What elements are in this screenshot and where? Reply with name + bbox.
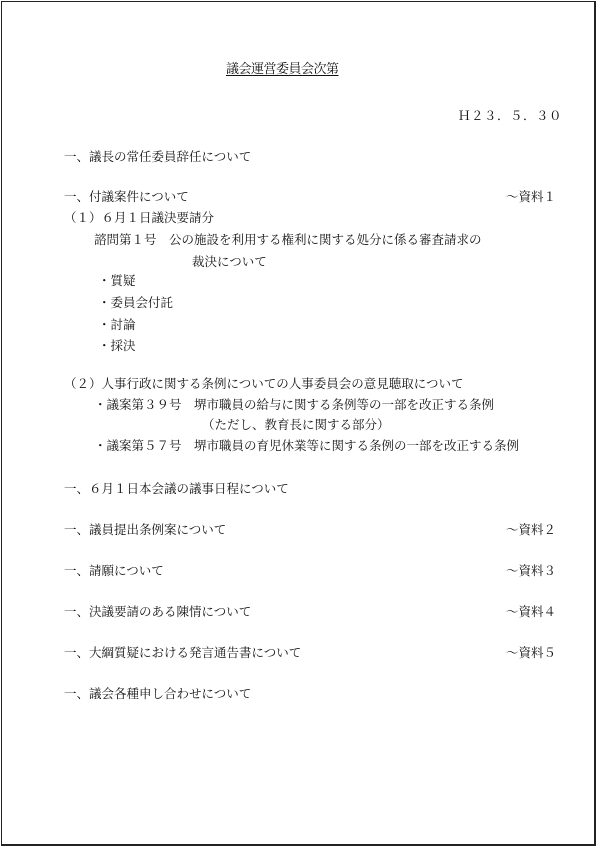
step-debate: ・討論	[98, 317, 136, 332]
agenda-item-council-agreements: 一、議会各種申し合わせについて	[64, 686, 252, 701]
agenda-item-chairman-resignation: 一、議長の常任委員辞任について	[64, 149, 252, 164]
subitem-june1-resolution: （１）６月１日議決要請分	[64, 210, 215, 225]
reference-material-3: ～資料３	[505, 563, 556, 578]
step-questioning: ・質疑	[98, 273, 136, 288]
agenda-item-plenary-schedule: 一、６月１日本会議の議事日程について	[64, 481, 289, 496]
reference-material-4: ～資料４	[505, 604, 556, 619]
agenda-item-resolution-requests: 一、決議要請のある陳情について	[64, 604, 252, 619]
agenda-item-speech-notices: 一、大綱質疑における発言通告書について	[64, 645, 302, 660]
agenda-item-petitions: 一、請願について	[64, 563, 164, 578]
reference-material-2: ～資料２	[505, 522, 556, 537]
reference-material-1: ～資料１	[505, 189, 556, 204]
bill-no57: ・議案第５７号 堺市職員の育児休業等に関する条例の一部を改正する条例	[94, 438, 520, 453]
agenda-item-member-ordinances: 一、議員提出条例案について	[64, 522, 227, 537]
step-committee-referral: ・委員会付託	[98, 295, 174, 310]
document-page	[1, 1, 596, 846]
bill-no39: ・議案第３９号 堺市職員の給与に関する条例等の一部を改正する条例	[94, 397, 495, 412]
agenda-item-referred-matters: 一、付議案件について	[64, 189, 189, 204]
document-title: 議会運営委員会次第	[226, 62, 339, 77]
inquiry-no1-line2: 裁決について	[192, 254, 267, 269]
reference-material-5: ～資料５	[505, 645, 556, 660]
inquiry-no1-line1: 諮問第１号 公の施設を利用する権利に関する処分に係る審査請求の	[94, 232, 482, 247]
bill-no39-note: （ただし、教育長に関する部分）	[202, 417, 390, 432]
document-date: Ｈ２３．５．３０	[458, 108, 563, 123]
step-vote: ・採決	[98, 338, 136, 353]
subitem-personnel-hearing: （２）人事行政に関する条例についての人事委員会の意見聴取について	[64, 376, 464, 391]
